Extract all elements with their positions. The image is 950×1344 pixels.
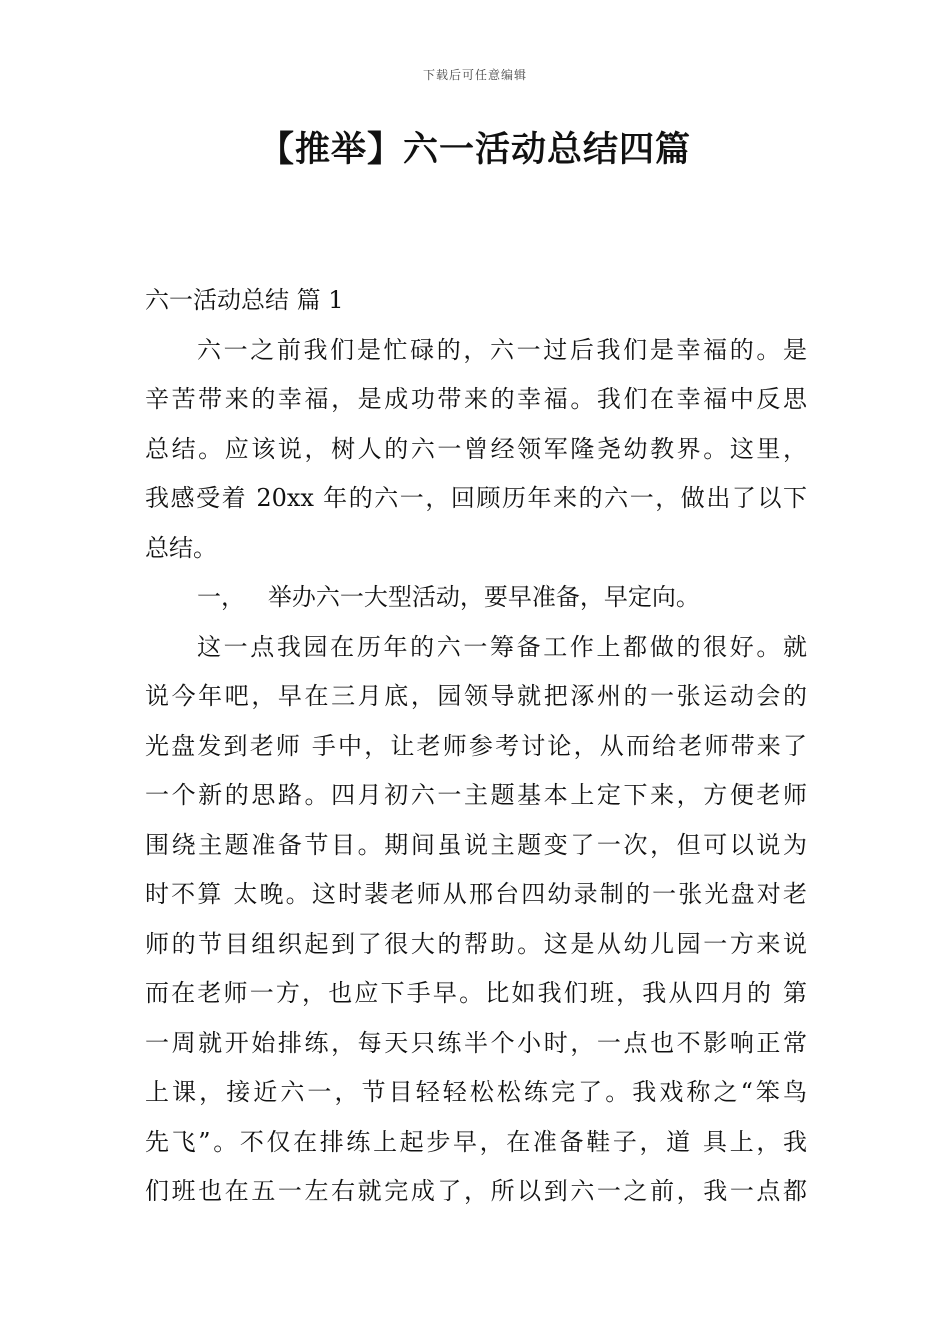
document-title: 【推举】六一活动总结四篇: [258, 130, 691, 170]
paragraph-line: 光盘发到老师 手中，让老师参考讨论，从而给老师带来了: [145, 731, 807, 760]
paragraph-line: 时不算 太晚。这时裴老师从邢台四幼录制的一张光盘对老: [145, 880, 807, 908]
paragraph-line: 先飞”。不仅在排练上起步早，在准备鞋子，道 具上，我: [145, 1127, 807, 1156]
paragraph-line: 上课，接近六一，节目轻轻松松练完了。我戏称之“笨鸟: [145, 1078, 807, 1106]
point-heading: 一， 举办六一大型活动，要早准备，早定向。: [197, 583, 700, 611]
section-heading: 六一活动总结 篇 1: [145, 286, 344, 314]
paragraph-line: 这一点我园在历年的六一筹备工作上都做的很好。就: [197, 632, 807, 661]
paragraph-line: 而在老师一方，也应下手早。比如我们班，我从四月的 第: [145, 979, 807, 1007]
paragraph-line: 们班也在五一左右就完成了，所以到六一之前，我一点都: [145, 1177, 807, 1205]
paragraph-line: 说今年吧，早在三月底，园领导就把涿州的一张运动会的: [145, 682, 807, 710]
paragraph-line: 一个新的思路。四月初六一主题基本上定下来，方便老师: [145, 781, 807, 809]
paragraph-line: 师的节目组织起到了很大的帮助。这是从幼儿园一方来说: [145, 929, 807, 958]
paragraph-line: 总结。: [145, 533, 217, 562]
document-body: [145, 276, 807, 1217]
paragraph-line: 总结。应该说，树人的六一曾经领军隆尧幼教界。这里，: [145, 434, 807, 463]
header-note: 下载后可任意编辑: [422, 68, 527, 82]
paragraph-line: 六一之前我们是忙碌的，六一过后我们是幸福的。是: [197, 335, 807, 364]
paragraph-line: 一周就开始排练，每天只练半个小时，一点也不影响正常: [145, 1028, 807, 1057]
paragraph-line: 围绕主题准备节目。期间虽说主题变了一次，但可以说为: [145, 830, 807, 859]
paragraph-line: 我感受着 20xx 年的六一，回顾历年来的六一，做出了以下: [145, 484, 807, 512]
paragraph-line: 辛苦带来的幸福，是成功带来的幸福。我们在幸福中反思: [145, 385, 807, 413]
